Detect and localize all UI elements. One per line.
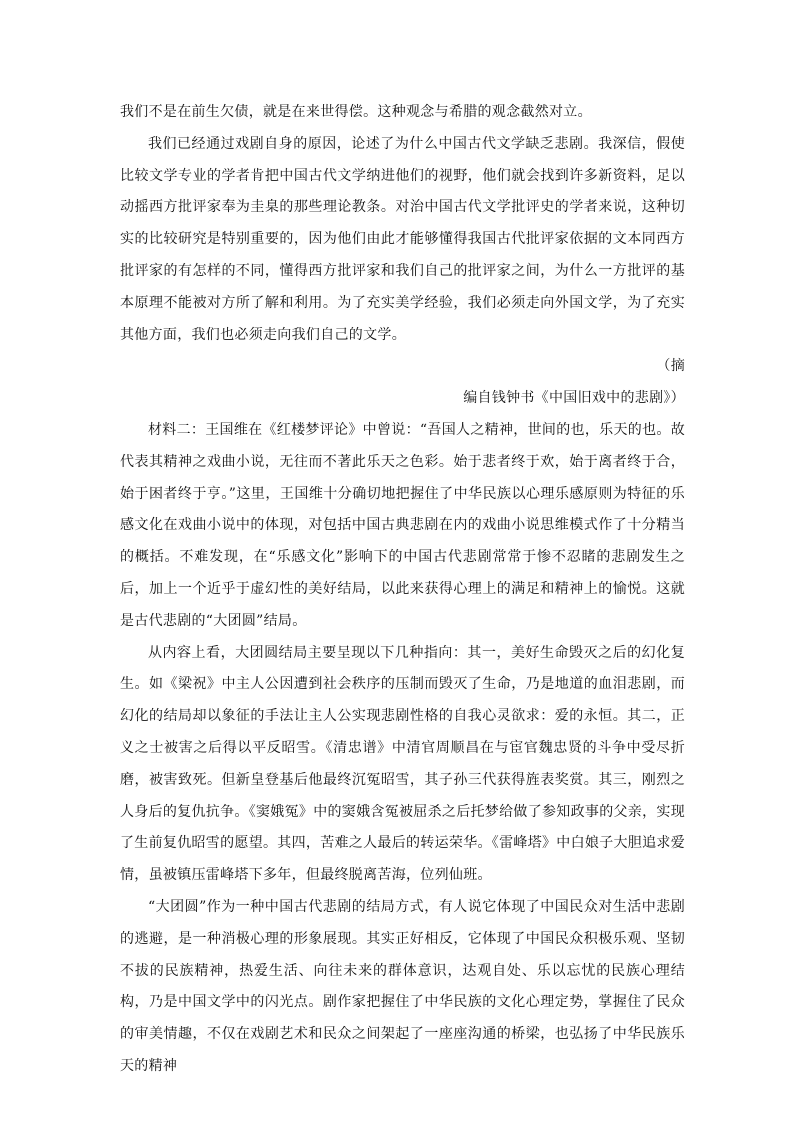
source-citation-line-2: 编自钱钟书《中国旧戏中的悲剧》） xyxy=(463,390,685,407)
paragraph-happy-ending-significance: “大团圆”作为一种中国古代悲剧的结局方式，有人说它体现了中国民众对生活中悲剧的逃避，是一种消极心理的形象展现。其实正好相反，它体现了中国民众积极乐观、坚韧不拔的民族精神，热爱生活、向往未来的群体意识，达观自处、乐以忘忧的民族心理结构，乃是中国文学中的闪光点。剧作家把握住了中华民族的文化心理定势，掌握住了民众的审美情趣，不仅在戏剧艺术和民众之间架起了一座座沟通的桥梁，也弘扬了中华民族乐天的精神 xyxy=(120,898,685,1074)
source-citation-line-1: （摘 xyxy=(656,358,685,375)
paragraph-opening: 我们不是在前生欠债，就是在来世得偿。这种观念与希腊的观念截然对立。 xyxy=(120,104,592,120)
document-body xyxy=(120,97,685,1083)
paragraph-comparative-literature: 我们已经通过戏剧自身的原因，论述了为什么中国古代文学缺乏悲剧。我深信，假使比较文学专业的学者肯把中国古代文学纳进他们的视野，他们就会找到许多新资料，足以动摇西方批评家奉为圭臬的那些理论教条。对治中国古代文学批评史的学者来说，这种切实的比较研究是特别重要的，因为他们由此才能够懂得我国古代批评家依据的文本同西方批评家的有怎样的不同，懂得西方批评家和我们自己的批评家之间，为什么一方批评的基本原理不能被对方所了解和利用。为了充实美学经验，我们必须走向外国文学，为了充实其他方面，我们也必须走向我们自己的文学。 xyxy=(120,135,685,343)
paragraph-material-two: 材料二：王国维在《红楼梦评论》中曾说：“吾国人之精神，世间的也，乐天的也。故代表其精神之戏曲小说，无往而不著此乐天之色彩。始于悲者终于欢，始于离者终于合，始于困者终于亨。”这里，王国维十分确切地把握住了中华民族以心理乐感原则为特征的乐感文化在戏曲小说中的体现，对包括中国古典悲剧在内的戏曲小说思维模式作了十分精当的概括。不难发现，在“乐感文化”影响下的中国古代悲剧常常于惨不忍睹的悲剧发生之后，加上一个近乎于虚幻性的美好结局，以此来获得心理上的满足和精神上的愉悦。这就是古代悲剧的“大团圆”结局。 xyxy=(120,421,685,629)
paragraph-happy-ending-types: 从内容上看，大团圆结局主要呈现以下几种指向：其一，美好生命毁灭之后的幻化复生。如《梁祝》中主人公因遭到社会秩序的压制而毁灭了生命，乃是地道的血泪悲剧，而幻化的结局却以象征的手法让主人公实现悲剧性格的自我心灵欲求：爱的永恒。其二，正义之士被害之后得以平反昭雪。《清忠谱》中清官周顺昌在与宦官魏忠贤的斗争中受尽折磨，被害致死。但新皇登基后他最终沉冤昭雪，其子孙三代获得旌表奖赏。其三，刚烈之人身后的复仇抗争。《窦娥冤》中的窦娥含冤被屈杀之后托梦给做了参知政事的父亲，实现了生前复仇昭雪的愿望。其四，苦难之人最后的转运荣华。《雷峰塔》中白娘子大胆追求爱情，虽被镇压雷峰塔下多年，但最终脱离苦海，位列仙班。 xyxy=(120,644,685,884)
